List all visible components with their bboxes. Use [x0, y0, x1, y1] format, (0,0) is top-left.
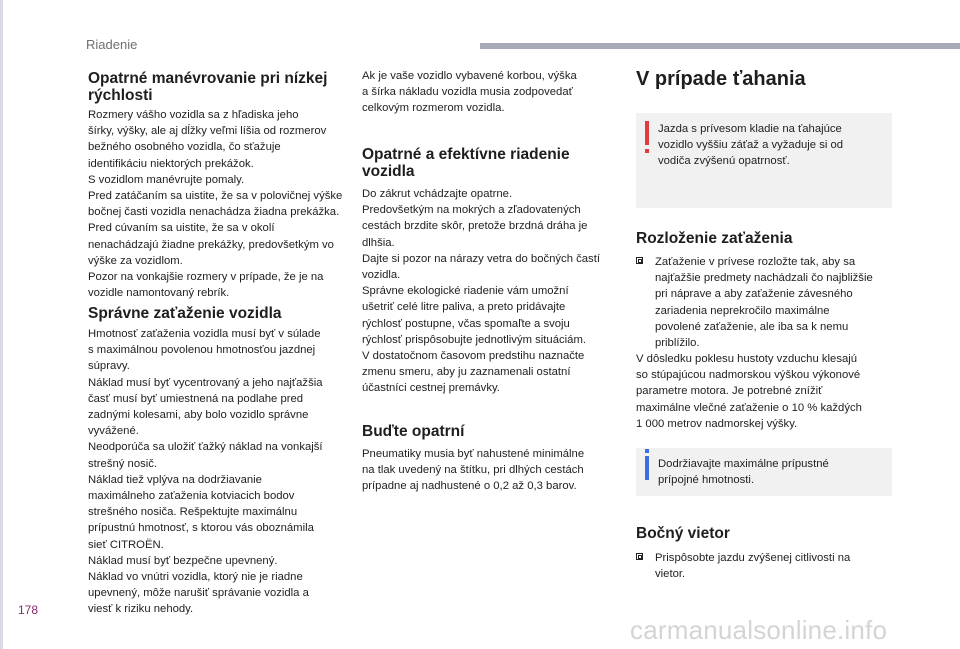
crosswind-bullet-text: Prispôsobte jazdu zvýšenej citlivosti na vietor.	[655, 552, 851, 581]
heading-low-speed: Opatrné manévrovanie pri nízkej rýchlosti	[88, 70, 328, 104]
checkbox-bullet-icon	[636, 553, 643, 560]
list-item	[636, 550, 892, 584]
distribution-bullet-text: Zaťaženie v prívese rozložte tak, aby sa najťažšie predmety nachádzali čo najbližšie pri náprave a aby zaťaženie závesného zariadenia neprekročilo maximálne povolené zaťaženie, ale iba sa k nemu priblížilo.	[655, 256, 873, 350]
section-header-bar	[480, 43, 960, 49]
heading-load: Správne zaťaženie vozidla	[88, 305, 282, 322]
section-title: Riadenie	[86, 37, 138, 52]
warning-box	[636, 113, 892, 208]
warning-text: Jazda s prívesom kladie na ťahajúce vozidlo vyššiu záťaž a vyžaduje si od vodiča zvýšenú opatrnosť.	[658, 123, 844, 168]
careful-text: Pneumatiky musia byť nahustené minimálne na tlak uvedený na štítku, pri dlhých cestách prípadne aj nadhustené o 0,2 až 0,3 barov.	[362, 448, 585, 493]
load-text: Hmotnosť zaťaženia vozidla musí byť v súlade s maximálnou povolenou hmotnosťou jazdnej súpravy. Náklad musí byť vycentrovaný a jeho najťažšia časť musí byť umiestnená na podlahe pred zadnými kolesami, aby bolo vozidlo správne vyvážené. Neodporúča sa uložiť ťažký náklad na vonkajší strešný nosič. Náklad tiež vplýva na dodržiavanie maximálneho zaťaženia kotviacich bodov strešného nosiča. Rešpektujte maximálnu prípustnú hmotnosť, s ktorou vás oboznámila sieť CITROËN. Náklad musí byť bezpečne upevnený. Náklad vo vnútri vozidla, ktorý nie je riadne upevnený, môže narušiť správanie vozidla a viesť k riziku nehody.	[88, 328, 323, 616]
info-box	[636, 448, 892, 496]
watermark: carmanualsonline.info	[630, 615, 888, 645]
page-edge-accent	[0, 0, 3, 649]
body-intro-text: Ak je vaše vozidlo vybavené korbou, výška a šírka nákladu vozidla musia zodpovedať celkovým rozmerom vozidla.	[362, 70, 577, 115]
eco-driving-text: Do zákrut vchádzajte opatrne. Predovšetkým na mokrých a zľadovatených cestách brzdite skôr, pretože brzdná dráha je dlhšia. Dajte si pozor na nárazy vetra do bočných častí vozidla. Správne ekologické riadenie vám umožní ušetriť celé litre paliva, a preto pridávajte rýchlosť postupne, včas spomaľte a svoju rýchlosť prispôsobujte jednotlivým situáciám. V dostatočnom časovom predstihu naznačte zmenu smeru, aby ju zaznamenali ostatní účastníci cestnej premávky.	[362, 188, 600, 395]
distribution-text: V dôsledku poklesu hustoty vzduchu klesajú so stúpajúcou nadmorskou výškou výkonové parametre motora. Je potrebné znížiť maximálne vlečné zaťaženie o 10 % každých 1 000 metrov nadmorskej výšky.	[636, 353, 862, 430]
info-text: Dodržiavajte maximálne prípustné prípojné hmotnosti.	[658, 458, 829, 487]
heading-load-distribution: Rozloženie zaťaženia	[636, 230, 793, 247]
info-icon	[645, 456, 649, 480]
list-item	[636, 254, 892, 354]
heading-towing: V prípade ťahania	[636, 68, 806, 90]
heading-careful: Buďte opatrní	[362, 423, 465, 440]
low-speed-text: Rozmery vášho vozidla sa z hľadiska jeho šírky, výšky, ale aj dĺžky veľmi líšia od rozmerov bežného osobného vozidla, čo sťažuje identifikáciu niektorých prekážok. S vozidlom manévrujte pomaly. Pred zatáčaním sa uistite, že sa v polovičnej výške bočnej časti vozidla nenachádza žiadna prekážka. Pred cúvaním sa uistite, že sa v okolí nenachádzajú žiadne prekážky, predovšetkým vo výške za vozidlom. Pozor na vonkajšie rozmery v prípade, že je na vozidle namontovaný rebrík.	[88, 109, 343, 300]
heading-crosswind: Bočný vietor	[636, 525, 730, 542]
heading-eco-driving: Opatrné a efektívne riadenie vozidla	[362, 146, 570, 180]
checkbox-bullet-icon	[636, 257, 643, 264]
warning-icon	[645, 121, 649, 145]
page-number: 178	[18, 603, 39, 617]
